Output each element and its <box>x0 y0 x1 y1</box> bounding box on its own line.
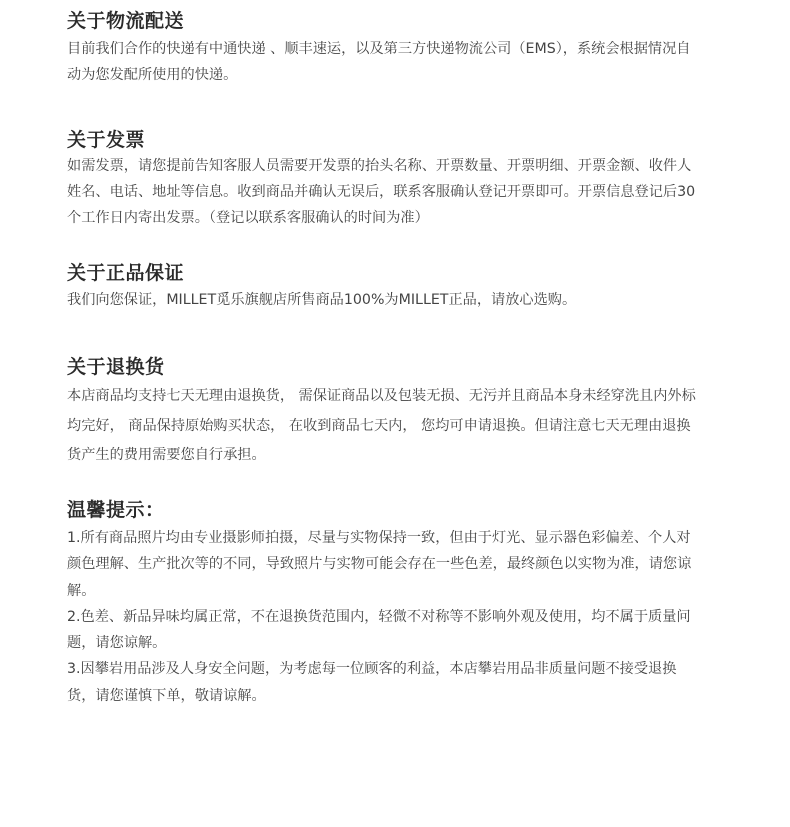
tips-section <box>67 498 697 709</box>
invoice-body: 如需发票，请您提前告知客服人员需要开发票的抬头名称、开票数量、开票明细、开票金额、收件人姓名、电话、地址等信息。收到商品并确认无误后，联系客服确认登记开票即可。开票信息登记后30个工作日内寄出发票。（登记以联系客服确认的时间为准） <box>67 158 696 226</box>
authentic-title: 关于正品保证 <box>67 262 185 284</box>
authentic-body: 我们向您保证，MILLET觅乐旗舰店所售商品100%为MILLET正品，请放心选购。 <box>67 292 577 308</box>
invoice-section <box>67 128 697 231</box>
tip-item-2: 2.色差、新品异味均属正常，不在退换货范围内，轻微不对称等不影响外观及使用，均不属于质量问题，请您谅解。 <box>67 608 691 652</box>
logistics-title: 关于物流配送 <box>67 10 185 32</box>
tips-list <box>67 525 697 709</box>
return-section <box>67 355 697 471</box>
authentic-section <box>67 261 697 313</box>
logistics-section <box>67 9 697 88</box>
tip-item-1: 1.所有商品照片均由专业摄影师拍摄，尽量与实物保持一致，但由于灯光、显示器色彩偏差、个人对颜色理解、生产批次等的不同，导致照片与实物可能会存在一些色差，最终颜色以实物为准，请您谅解。 <box>67 530 692 599</box>
return-body: 本店商品均支持七天无理由退换货， 需保证商品以及包装无损、无污并且商品本身未经穿洗且内外标均完好， 商品保持原始购买状态， 在收到商品七天内， 您均可申请退换。但请注意七天无理由退换货产生的费用需要您自行承担。 <box>67 388 696 463</box>
tip-item-3: 3.因攀岩用品涉及人身安全问题，为考虑每一位顾客的利益，本店攀岩用品非质量问题不接受退换货，请您谨慎下单，敬请谅解。 <box>67 661 677 704</box>
return-title: 关于退换货 <box>67 356 165 378</box>
invoice-title: 关于发票 <box>67 129 146 151</box>
logistics-body: 目前我们合作的快递有中通快递 、顺丰速运，以及第三方快递物流公司（EMS），系统会根据情况自动为您发配所使用的快递。 <box>67 41 691 83</box>
tips-title: 温馨提示： <box>67 499 165 521</box>
